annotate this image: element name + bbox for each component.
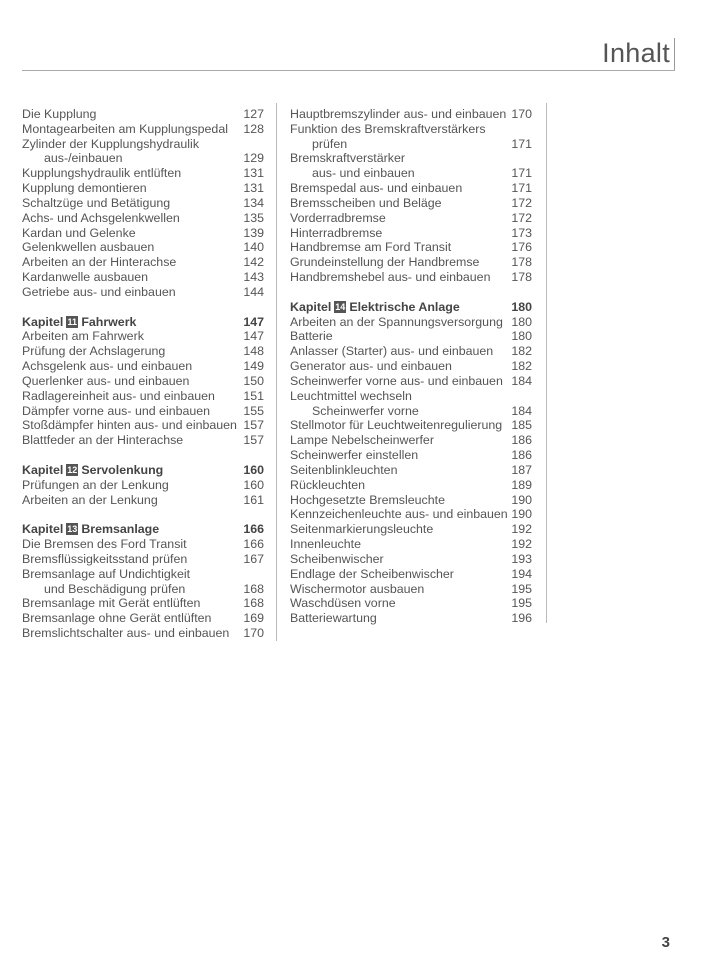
entry-title: Arbeiten am Fahrwerk	[22, 329, 144, 344]
page-ref: 180	[511, 314, 532, 329]
toc-entry[interactable]	[22, 285, 264, 300]
page-ref: 140	[243, 240, 264, 255]
entry-title: Endlage der Scheibenwischer	[290, 566, 454, 581]
toc-entry[interactable]	[290, 166, 532, 181]
toc-entry[interactable]	[22, 596, 264, 611]
entry-title: Stellmotor für Leuchtweitenregulierung	[290, 418, 503, 433]
toc-entry[interactable]	[22, 493, 264, 508]
page-number: 3	[661, 934, 670, 951]
toc-entry[interactable]	[22, 255, 264, 270]
page-ref: 166	[243, 537, 264, 552]
toc-entry[interactable]	[290, 374, 532, 389]
page-ref: 189	[511, 477, 532, 492]
toc-entry[interactable]	[290, 478, 532, 493]
toc-entry[interactable]	[22, 359, 264, 374]
chapter-label: Kapitel	[22, 314, 64, 329]
entry-title: Scheibenwischer	[290, 551, 384, 566]
toc-entry[interactable]	[290, 329, 532, 344]
toc-entry[interactable]	[290, 315, 532, 330]
entry-title: Funktion des Bremskraftverstärkers	[290, 121, 486, 136]
entry-title: aus- und einbauen	[312, 166, 415, 181]
page-ref: 172	[511, 195, 532, 210]
toc-entry[interactable]	[22, 211, 264, 226]
entry-title: Vorderradbremse	[290, 210, 386, 225]
entry-title: Prüfungen an der Lenkung	[22, 477, 169, 492]
column-divider	[276, 103, 277, 641]
page-ref: 190	[511, 507, 532, 522]
toc-entry[interactable]	[290, 151, 532, 166]
page-ref: 128	[243, 121, 264, 136]
entry-title: Bremsanlage auf Undichtigkeit	[22, 566, 191, 581]
toc-entry[interactable]	[290, 537, 532, 552]
entry-title: Bremsanlage ohne Gerät entlüften	[22, 611, 212, 626]
page-ref: 178	[511, 255, 532, 270]
chapter-label: Kapitel	[22, 522, 64, 537]
toc-entry[interactable]	[290, 344, 532, 359]
entry-title: Schaltzüge und Betätigung	[22, 195, 171, 210]
page-title: Inhalt	[602, 38, 670, 68]
entry-title: Kardanwelle ausbauen	[22, 270, 149, 285]
entry-title: Scheinwerfer vorne	[312, 403, 419, 418]
toc-entry[interactable]	[290, 107, 532, 122]
toc-entry[interactable]	[22, 433, 264, 448]
page-ref: 149	[243, 359, 264, 374]
entry-title: Blattfeder an der Hinterachse	[22, 433, 184, 448]
chapter-label: Kapitel	[22, 462, 64, 477]
page-ref: 194	[511, 566, 532, 581]
page-ref: 178	[511, 270, 532, 285]
page-ref: 196	[511, 611, 532, 626]
entry-title: Seitenmarkierungsleuchte	[290, 522, 434, 537]
toc-entry[interactable]	[290, 137, 532, 152]
page-ref: 142	[243, 255, 264, 270]
page-ref: 186	[511, 448, 532, 463]
entry-title: Bremslichtschalter aus- und einbauen	[22, 625, 230, 640]
entry-title: Leuchtmittel wechseln	[290, 388, 412, 403]
column-divider	[546, 103, 547, 623]
toc-entry[interactable]	[22, 329, 264, 344]
entry-title: Bremsscheiben und Beläge	[290, 195, 442, 210]
chapter-title	[22, 463, 163, 478]
toc-entry[interactable]	[290, 493, 532, 508]
toc-entry[interactable]	[22, 196, 264, 211]
page-ref: 182	[511, 359, 532, 374]
entry-title: Bremsflüssigkeitsstand prüfen	[22, 551, 188, 566]
entry-title: prüfen	[312, 136, 348, 151]
toc-entry[interactable]	[290, 404, 532, 419]
toc-entry[interactable]	[22, 181, 264, 196]
toc-entry[interactable]	[22, 374, 264, 389]
entry-title: Achsgelenk aus- und einbauen	[22, 359, 193, 374]
page-ref: 173	[511, 225, 532, 240]
entry-title: Prüfung der Achslagerung	[22, 344, 166, 359]
entry-title: Lampe Nebelscheinwerfer	[290, 433, 434, 448]
page-ref: 171	[511, 166, 532, 181]
page-ref: 157	[243, 433, 264, 448]
toc-entry[interactable]	[290, 611, 532, 626]
page-ref: 184	[511, 373, 532, 388]
toc-entry[interactable]	[22, 404, 264, 419]
entry-title: Innenleuchte	[290, 537, 361, 552]
entry-title: Rückleuchten	[290, 477, 366, 492]
page-ref: 190	[511, 492, 532, 507]
entry-title: Bremspedal aus- und einbauen	[290, 181, 463, 196]
entry-title: Arbeiten an der Spannungsversorgung	[290, 314, 503, 329]
page-ref: 144	[243, 284, 264, 299]
toc-entry[interactable]	[22, 122, 264, 137]
page-ref: 131	[243, 181, 264, 196]
page-ref: 171	[511, 181, 532, 196]
page-ref: 155	[243, 403, 264, 418]
title-divider	[674, 38, 675, 71]
page-ref: 131	[243, 166, 264, 181]
entry-title: Kupplung demontieren	[22, 181, 147, 196]
toc-entry[interactable]	[290, 463, 532, 478]
spacer	[22, 507, 264, 522]
page-ref: 195	[511, 581, 532, 596]
toc-entry[interactable]	[22, 582, 264, 597]
page-ref: 150	[243, 373, 264, 388]
page-ref: 160	[243, 477, 264, 492]
page-ref: 171	[511, 136, 532, 151]
toc-entry[interactable]	[290, 196, 532, 211]
entry-title: Kardan und Gelenke	[22, 225, 136, 240]
entry-title: Stoßdämpfer hinten aus- und einbauen	[22, 418, 237, 433]
entry-title: Bremsanlage mit Gerät entlüften	[22, 596, 201, 611]
entry-title: Batteriewartung	[290, 611, 377, 626]
toc-entry[interactable]	[290, 522, 532, 537]
entry-title: aus-/einbauen	[44, 151, 123, 166]
entry-title: Bremskraftverstärker	[290, 151, 405, 166]
entry-title: Achs- und Achsgelenkwellen	[22, 210, 180, 225]
toc-entry[interactable]	[290, 270, 532, 285]
page-ref: 176	[511, 240, 532, 255]
entry-title: Kupplungshydraulik entlüften	[22, 166, 182, 181]
toc-chapter-heading[interactable]	[22, 315, 264, 330]
page-ref: 193	[511, 551, 532, 566]
chapter-label: Kapitel	[290, 299, 332, 314]
spacer	[290, 285, 532, 300]
toc-entry[interactable]	[290, 122, 532, 137]
page-ref: 166	[243, 522, 264, 537]
toc-entry[interactable]	[290, 552, 532, 567]
entry-title: Radlagereinheit aus- und einbauen	[22, 388, 215, 403]
page-ref: 187	[511, 462, 532, 477]
chapter-number-badge: 14	[335, 301, 346, 312]
toc-entry[interactable]	[22, 166, 264, 181]
toc-entry[interactable]	[290, 255, 532, 270]
toc-entry[interactable]	[290, 418, 532, 433]
toc-entry[interactable]	[22, 151, 264, 166]
entry-title: Wischermotor ausbauen	[290, 581, 425, 596]
toc-entry[interactable]	[22, 537, 264, 552]
toc-entry[interactable]	[22, 270, 264, 285]
entry-title: Dämpfer vorne aus- und einbauen	[22, 403, 211, 418]
entry-title: Handbremse am Ford Transit	[290, 240, 452, 255]
toc-entry[interactable]	[290, 389, 532, 404]
toc-entry[interactable]	[290, 359, 532, 374]
toc-entry[interactable]	[22, 567, 264, 582]
toc-entry[interactable]	[22, 107, 264, 122]
chapter-name: Bremsanlage	[81, 522, 160, 537]
page-ref: 160	[243, 462, 264, 477]
page-ref: 167	[243, 551, 264, 566]
page-ref: 186	[511, 433, 532, 448]
spacer	[22, 300, 264, 315]
toc-entry[interactable]	[22, 226, 264, 241]
entry-title: Gelenkwellen ausbauen	[22, 240, 155, 255]
chapter-title	[22, 522, 159, 537]
page-ref: 192	[511, 522, 532, 537]
page-ref: 172	[511, 210, 532, 225]
toc-entry[interactable]	[290, 181, 532, 196]
entry-title: Hinterradbremse	[290, 225, 383, 240]
toc-chapter-heading[interactable]	[22, 522, 264, 537]
page-ref: 169	[243, 611, 264, 626]
entry-title: Kennzeichenleuchte aus- und einbauen	[290, 507, 508, 522]
entry-title: Hauptbremszylinder aus- und einbauen	[290, 107, 507, 121]
chapter-name: Fahrwerk	[81, 314, 137, 329]
toc-entry[interactable]	[290, 567, 532, 582]
toc-entry[interactable]	[22, 344, 264, 359]
entry-title: Waschdüsen vorne	[290, 596, 396, 611]
toc-entry[interactable]	[22, 137, 264, 152]
entry-title: Die Bremsen des Ford Transit	[22, 537, 187, 552]
entry-title: Montagearbeiten am Kupplungspedal	[22, 121, 228, 136]
page-ref: 168	[243, 596, 264, 611]
entry-title: Batterie	[290, 329, 333, 344]
entry-title: Getriebe aus- und einbauen	[22, 284, 176, 299]
entry-title: Die Kupplung	[22, 107, 97, 121]
page-ref: 195	[511, 596, 532, 611]
chapter-number-badge: 12	[67, 464, 78, 475]
entry-title: Seitenblinkleuchten	[290, 462, 398, 477]
entry-title: Hochgesetzte Bremsleuchte	[290, 492, 445, 507]
entry-title: Handbremshebel aus- und einbauen	[290, 270, 491, 285]
entry-title: Scheinwerfer vorne aus- und einbauen	[290, 373, 503, 388]
page-ref: 148	[243, 344, 264, 359]
chapter-title	[290, 300, 460, 315]
page-ref: 161	[243, 492, 264, 507]
page-ref: 134	[243, 195, 264, 210]
page-ref: 180	[511, 329, 532, 344]
toc-entry[interactable]	[290, 448, 532, 463]
toc-entry[interactable]	[22, 240, 264, 255]
chapter-title	[22, 315, 136, 330]
page-ref: 185	[511, 418, 532, 433]
page-ref: 129	[243, 151, 264, 166]
page-ref: 182	[511, 344, 532, 359]
entry-title: Arbeiten an der Lenkung	[22, 492, 158, 507]
toc-entry[interactable]	[290, 433, 532, 448]
toc-entry[interactable]	[22, 478, 264, 493]
toc-entry[interactable]	[290, 226, 532, 241]
entry-title: Grundeinstellung der Handbremse	[290, 255, 480, 270]
toc-column-left	[22, 107, 264, 641]
page-ref: 135	[243, 210, 264, 225]
page-ref: 143	[243, 270, 264, 285]
page-ref: 170	[511, 107, 532, 121]
toc-entry[interactable]	[22, 389, 264, 404]
toc-entry[interactable]	[22, 626, 264, 641]
page-ref: 168	[243, 581, 264, 596]
page-ref: 180	[511, 299, 532, 314]
spacer	[22, 448, 264, 463]
toc-entry[interactable]	[290, 582, 532, 597]
chapter-name: Servolenkung	[81, 462, 164, 477]
toc-entry[interactable]	[22, 552, 264, 567]
entry-title: Arbeiten an der Hinterachse	[22, 255, 177, 270]
header-rule	[22, 70, 675, 71]
entry-title: Generator aus- und einbauen	[290, 359, 452, 374]
page-ref: 151	[243, 388, 264, 403]
toc-entry[interactable]	[290, 507, 532, 522]
page-ref: 147	[243, 329, 264, 344]
entry-title: Querlenker aus- und einbauen	[22, 373, 190, 388]
page-ref: 170	[243, 625, 264, 640]
entry-title: Anlasser (Starter) aus- und einbauen	[290, 344, 494, 359]
toc-column-right	[290, 107, 532, 626]
toc-entry[interactable]	[22, 611, 264, 626]
toc-chapter-heading[interactable]	[22, 463, 264, 478]
chapter-name: Elektrische Anlage	[349, 299, 460, 314]
chapter-number-badge: 11	[67, 316, 78, 327]
entry-title: Zylinder der Kupplungshydraulik	[22, 136, 200, 151]
toc-entry[interactable]	[290, 596, 532, 611]
toc-entry[interactable]	[22, 418, 264, 433]
page-ref: 147	[243, 314, 264, 329]
page-ref: 192	[511, 537, 532, 552]
page-ref: 139	[243, 225, 264, 240]
toc-chapter-heading[interactable]	[290, 300, 532, 315]
page-ref: 184	[511, 403, 532, 418]
toc-entry[interactable]	[290, 240, 532, 255]
toc-entry[interactable]	[290, 211, 532, 226]
entry-title: Scheinwerfer einstellen	[290, 448, 419, 463]
page-ref: 157	[243, 418, 264, 433]
page-ref: 127	[243, 107, 264, 121]
entry-title: und Beschädigung prüfen	[44, 581, 186, 596]
chapter-number-badge: 13	[67, 524, 78, 535]
